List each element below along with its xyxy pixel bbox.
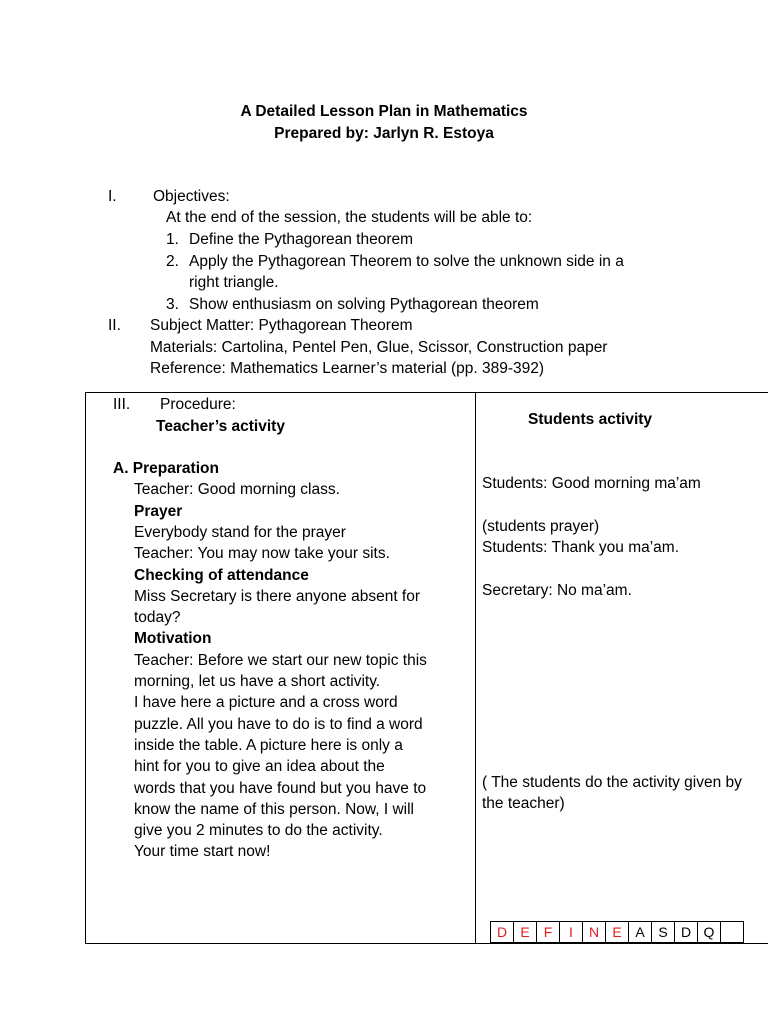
section-heading: Motivation bbox=[134, 630, 212, 648]
teacher-line: Miss Secretary is there anyone absent for bbox=[134, 587, 421, 605]
subject-matter-numeral: II. bbox=[108, 317, 121, 334]
teacher-line: Teacher: You may now take your sits. bbox=[134, 545, 390, 563]
objective-item: Define the Pythagorean theorem bbox=[189, 231, 414, 248]
students-activity-heading: Students activity bbox=[528, 411, 653, 428]
objectives-heading: Objectives: bbox=[153, 188, 230, 205]
teacher-line: puzzle. All you have to do is to find a word bbox=[134, 715, 423, 733]
section-heading: A. Preparation bbox=[113, 460, 219, 477]
subject-matter-text: Subject Matter: Pythagorean Theorem bbox=[150, 317, 413, 334]
objective-number: 3. bbox=[166, 296, 179, 313]
student-line: Secretary: No ma’am. bbox=[482, 581, 632, 599]
objective-item-continued: right triangle. bbox=[189, 274, 279, 291]
puzzle-cell: Q bbox=[698, 922, 721, 943]
document-title: A Detailed Lesson Plan in Mathematics bbox=[240, 103, 528, 120]
puzzle-cell: I bbox=[560, 922, 583, 943]
teacher-line: know the name of this person. Now, I will bbox=[134, 800, 414, 818]
teacher-line: give you 2 minutes to do the activity. bbox=[134, 822, 383, 840]
puzzle-cell: S bbox=[652, 922, 675, 943]
puzzle-cell: F bbox=[537, 922, 560, 943]
puzzle-cell: E bbox=[606, 922, 629, 943]
section-heading: Checking of attendance bbox=[134, 566, 309, 584]
section-heading: Prayer bbox=[134, 502, 183, 520]
objective-number: 2. bbox=[166, 253, 179, 270]
teacher-line: Your time start now! bbox=[134, 843, 271, 861]
teacher-line: morning, let us have a short activity. bbox=[134, 673, 381, 690]
teacher-line: Teacher: Good morning class. bbox=[134, 481, 340, 499]
puzzle-cell: D bbox=[491, 922, 514, 943]
student-line: (students prayer) bbox=[482, 517, 600, 535]
reference-text: Reference: Mathematics Learner’s material (pp. 389-392) bbox=[150, 360, 545, 377]
teacher-line: hint for you to give an idea about the bbox=[134, 758, 385, 776]
teacher-line: I have here a picture and a cross word bbox=[134, 694, 398, 712]
puzzle-cell bbox=[721, 922, 744, 943]
materials-text: Materials: Cartolina, Pentel Pen, Glue, Scissor, Construction paper bbox=[150, 339, 608, 356]
puzzle-cell: A bbox=[629, 922, 652, 943]
procedure-heading: Procedure: bbox=[160, 396, 236, 413]
puzzle-cell: N bbox=[583, 922, 606, 943]
objective-item: Apply the Pythagorean Theorem to solve the unknown side in a bbox=[189, 253, 624, 270]
procedure-numeral: III. bbox=[113, 396, 131, 413]
teacher-line: words that you have found but you have to bbox=[134, 779, 427, 797]
student-line: Students: Good morning ma’am bbox=[482, 475, 701, 493]
student-line: Students: Thank you ma’am. bbox=[482, 539, 680, 557]
objectives-intro: At the end of the session, the students will be able to: bbox=[166, 209, 533, 226]
objectives-numeral: I. bbox=[108, 188, 117, 205]
puzzle-cell: D bbox=[675, 922, 698, 943]
student-line: the teacher) bbox=[482, 794, 565, 812]
crossword-puzzle bbox=[490, 921, 744, 943]
prepared-by: Prepared by: Jarlyn R. Estoya bbox=[274, 125, 494, 142]
teacher-line: today? bbox=[134, 609, 181, 627]
teacher-line: Teacher: Before we start our new topic this bbox=[134, 651, 427, 669]
puzzle-cell: E bbox=[514, 922, 537, 943]
objective-item: Show enthusiasm on solving Pythagorean theorem bbox=[189, 296, 539, 313]
teacher-activity-heading: Teacher’s activity bbox=[156, 418, 285, 435]
teacher-line: Everybody stand for the prayer bbox=[134, 523, 346, 541]
objective-number: 1. bbox=[166, 231, 179, 248]
puzzle-row bbox=[491, 922, 744, 943]
student-line: ( The students do the activity given by bbox=[482, 773, 742, 791]
teacher-line: inside the table. A picture here is only a bbox=[134, 736, 403, 754]
